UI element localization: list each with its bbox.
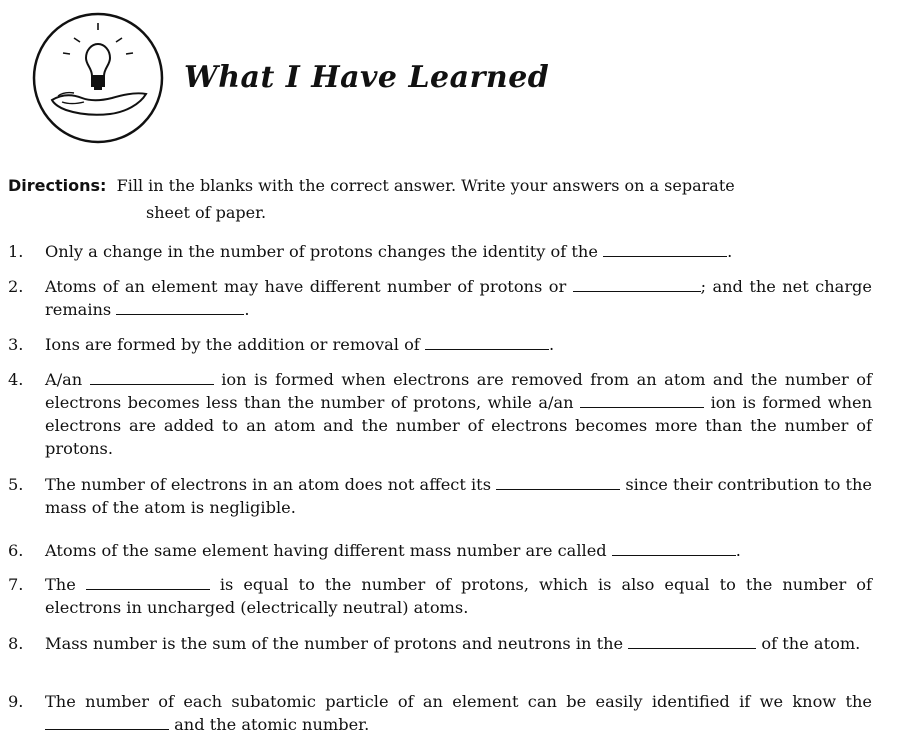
- list-item: [8, 240, 872, 263]
- item-text: Ions are formed by the addition or removal of: [45, 335, 425, 354]
- answer-blank[interactable]: [45, 713, 169, 730]
- list-item: [8, 573, 872, 619]
- item-number: 8.: [8, 634, 24, 653]
- item-text: .: [727, 242, 733, 261]
- answer-blank[interactable]: [603, 240, 727, 257]
- answer-blank[interactable]: [496, 473, 620, 490]
- answer-blank[interactable]: [612, 539, 736, 556]
- list-item: [8, 275, 872, 321]
- answer-blank[interactable]: [628, 632, 756, 649]
- answer-blank[interactable]: [90, 368, 214, 385]
- answer-blank[interactable]: [116, 298, 244, 315]
- list-item: [8, 473, 872, 519]
- item-text: and the atomic number.: [169, 715, 370, 734]
- item-number: 7.: [8, 575, 24, 594]
- list-item: [8, 539, 872, 562]
- answer-blank[interactable]: [573, 275, 701, 292]
- item-text: ; and the net charge remains: [45, 277, 872, 319]
- item-text: since their contribution to the mass of the atom is negligible.: [45, 475, 872, 517]
- answer-blank[interactable]: [425, 333, 549, 350]
- directions: [8, 172, 880, 226]
- item-text: ion is formed when electrons are removed from an atom and the number of electrons becomes less than the number of protons, while a/an: [45, 370, 872, 412]
- item-text: The: [45, 575, 86, 594]
- list-item: [8, 690, 872, 736]
- item-text: .: [735, 541, 741, 560]
- item-text: Mass number is the sum of the number of protons and neutrons in the: [45, 634, 629, 653]
- item-number: 9.: [8, 692, 24, 711]
- item-number: 3.: [8, 335, 24, 354]
- directions-label: Directions:: [8, 176, 107, 195]
- lightbulb-in-hand-icon: [18, 8, 178, 148]
- item-number: 5.: [8, 475, 24, 494]
- item-text: of the atom.: [756, 634, 861, 653]
- item-text: The number of each subatomic particle of an element can be easily identified if we know the: [45, 692, 872, 711]
- item-text: .: [244, 300, 250, 319]
- item-text: The number of electrons in an atom does not affect its: [45, 475, 497, 494]
- item-text: Only a change in the number of protons changes the identity of the: [45, 242, 604, 261]
- list-item: [8, 632, 872, 655]
- item-text: .: [548, 335, 555, 354]
- directions-line-1: Fill in the blanks with the correct answer. Write your answers on a separate: [116, 176, 735, 195]
- item-number: 1.: [8, 242, 24, 261]
- page-title: What I Have Learned: [184, 60, 550, 95]
- list-item: [8, 368, 872, 460]
- item-text: Atoms of the same element having different mass number are called: [45, 541, 612, 560]
- answer-blank[interactable]: [580, 391, 704, 408]
- item-text: A/an: [45, 370, 90, 389]
- list-item: [8, 333, 872, 356]
- item-text: is equal to the number of protons, which is also equal to the number of electrons in uncharged (electrically neutral) atoms.: [45, 575, 872, 617]
- item-text: ion is formed when electrons are added to an atom and the number of electrons becomes more than the number of protons.: [45, 393, 872, 458]
- item-number: 6.: [8, 541, 24, 560]
- item-number: 2.: [8, 277, 24, 296]
- item-text: Atoms of an element may have different number of protons or: [45, 277, 573, 296]
- directions-line-2: sheet of paper.: [146, 203, 267, 222]
- item-number: 4.: [8, 370, 24, 389]
- answer-blank[interactable]: [86, 573, 210, 590]
